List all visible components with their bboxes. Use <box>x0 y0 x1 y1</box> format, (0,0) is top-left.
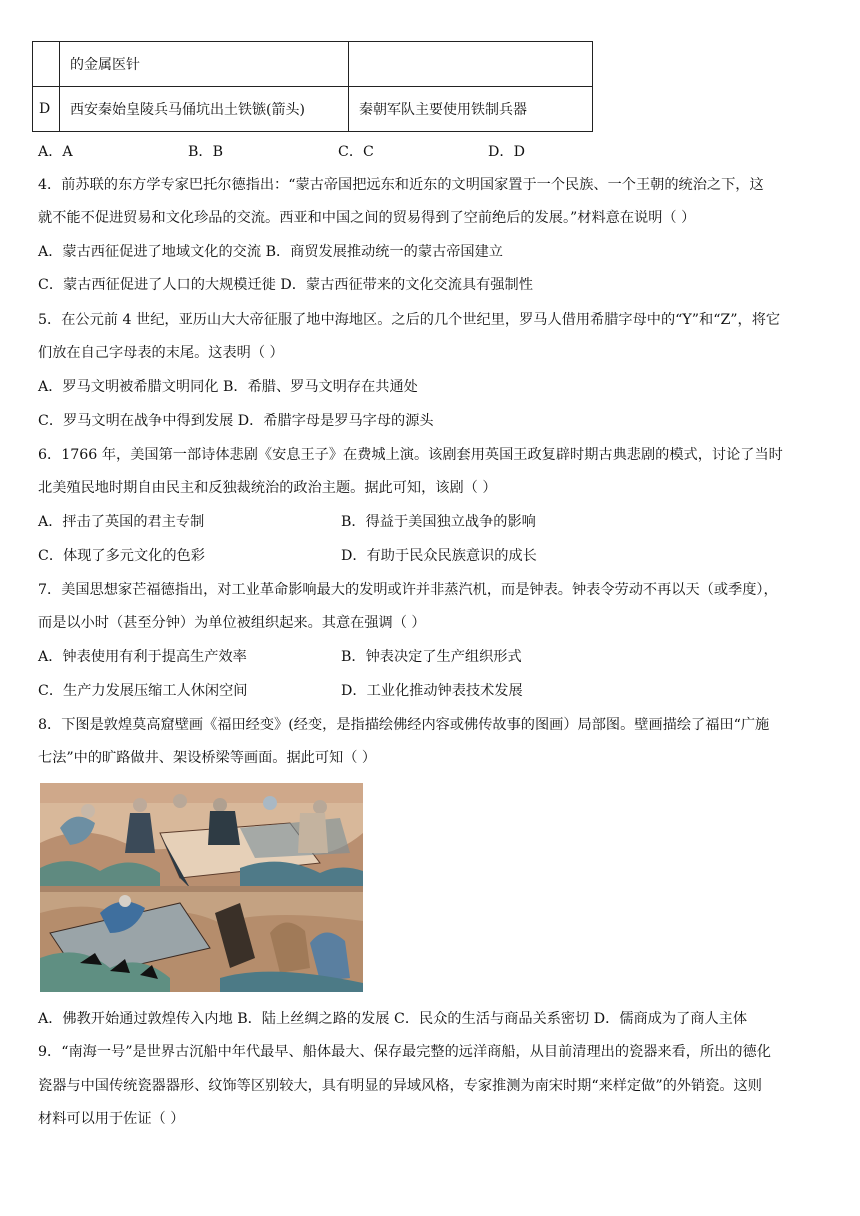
q9-stem-line3: 材料可以用于佐证（ ） <box>38 1111 185 1127</box>
q7-option-c[interactable]: C．生产力发展压缩工人休闲空间 <box>38 683 248 699</box>
q7-option-b[interactable]: B．钟表决定了生产组织形式 <box>341 649 522 665</box>
q5-stem-line2: 们放在自己字母表的末尾。这表明（ ） <box>38 345 284 361</box>
q4-stem-line1: 4．前苏联的东方学专家巴托尔德指出：“蒙古帝国把远东和近东的文明国家置于一个民族、一个王朝的统治之下，这 <box>38 177 764 193</box>
table-row <box>33 42 593 87</box>
table-cell-conclusion <box>349 42 593 87</box>
table-cell-evidence: 的金属医针 <box>60 42 349 87</box>
q7-option-d[interactable]: D．工业化推动钟表技术发展 <box>341 683 523 699</box>
q8-options[interactable]: A．佛教开始通过敦煌传入内地 B．陆上丝绸之路的发展 C．民众的生活与商品关系密切 D．儒商成为了商人主体 <box>38 1011 748 1027</box>
q8-stem-line1: 8．下图是敦煌莫高窟壁画《福田经变》(经变，是指描绘佛经内容或佛传故事的图画）局部图。壁画描绘了福田“广施 <box>38 717 770 733</box>
q6-option-c[interactable]: C．体现了多元文化的色彩 <box>38 548 205 564</box>
q8-stem-line2: 七法”中的旷路做井、架设桥梁等画面。据此可知（ ） <box>38 750 377 766</box>
q6-stem-line1: 6．1766 年，美国第一部诗体悲剧《安息王子》在费城上演。该剧套用英国王政复辟时期古典悲剧的模式，讨论了当时 <box>38 447 783 463</box>
q5-stem-line1: 5．在公元前 4 世纪，亚历山大大帝征服了地中海地区。之后的几个世纪里，罗马人借用希腊字母中的“Y”和“Z”，将它 <box>38 312 781 328</box>
table-cell-conclusion: 秦朝军队主要使用铁制兵器 <box>349 87 593 132</box>
table-cell-letter <box>33 42 60 87</box>
q7-stem-line2: 而是以小时（甚至分钟）为单位被组织起来。其意在强调（ ） <box>38 615 426 631</box>
table-cell-evidence: 西安秦始皇陵兵马俑坑出土铁镞(箭头) <box>60 87 349 132</box>
q7-stem-line1: 7．美国思想家芒福德指出，对工业革命影响最大的发明或许并非蒸汽机，而是钟表。钟表令劳动不再以天（或季度）， <box>38 582 778 598</box>
q6-option-a[interactable]: A．抨击了英国的君主专制 <box>38 514 205 530</box>
table-row <box>33 87 593 132</box>
q9-stem-line2: 瓷器与中国传统瓷器器形、纹饰等区别较大，具有明显的异域风格，专家推测为南宋时期“来样定做”的外销瓷。这则 <box>38 1078 762 1094</box>
q4-options-line2[interactable]: C．蒙古西征促进了人口的大规模迁徙 D．蒙古西征带来的文化交流具有强制性 <box>38 277 533 293</box>
q5-options-line1[interactable]: A．罗马文明被希腊文明同化 B．希腊、罗马文明存在共通处 <box>38 379 418 395</box>
q7-option-a[interactable]: A．钟表使用有利于提高生产效率 <box>38 649 247 665</box>
evidence-conclusion-table <box>32 41 593 132</box>
q6-stem-line2: 北美殖民地时期自由民主和反独裁统治的政治主题。据此可知，该剧（ ） <box>38 480 497 496</box>
q3-option-c[interactable]: C．C <box>338 144 374 160</box>
q6-option-d[interactable]: D．有助于民众民族意识的成长 <box>341 548 537 564</box>
q3-option-d[interactable]: D．D <box>488 144 525 160</box>
q3-options <box>38 142 638 162</box>
q4-options-line1[interactable]: A．蒙古西征促进了地域文化的交流 B．商贸发展推动统一的蒙古帝国建立 <box>38 244 503 260</box>
q3-option-b[interactable]: B．B <box>188 144 224 160</box>
q4-stem-line2: 就不能不促进贸易和文化珍品的交流。西亚和中国之间的贸易得到了空前绝后的发展。”材料意在说明（ ） <box>38 210 696 226</box>
dunhuang-mural-image <box>40 783 363 992</box>
q3-option-a[interactable]: A．A <box>38 144 73 160</box>
table-cell-letter: D <box>33 87 60 132</box>
q6-option-b[interactable]: B．得益于美国独立战争的影响 <box>341 514 536 530</box>
q5-options-line2[interactable]: C．罗马文明在战争中得到发展 D．希腊字母是罗马字母的源头 <box>38 413 434 429</box>
q9-stem-line1: 9．“南海一号”是世界古沉船中年代最早、船体最大、保存最完整的远洋商船，从目前清理出的瓷器来看，所出的德化 <box>38 1044 771 1060</box>
